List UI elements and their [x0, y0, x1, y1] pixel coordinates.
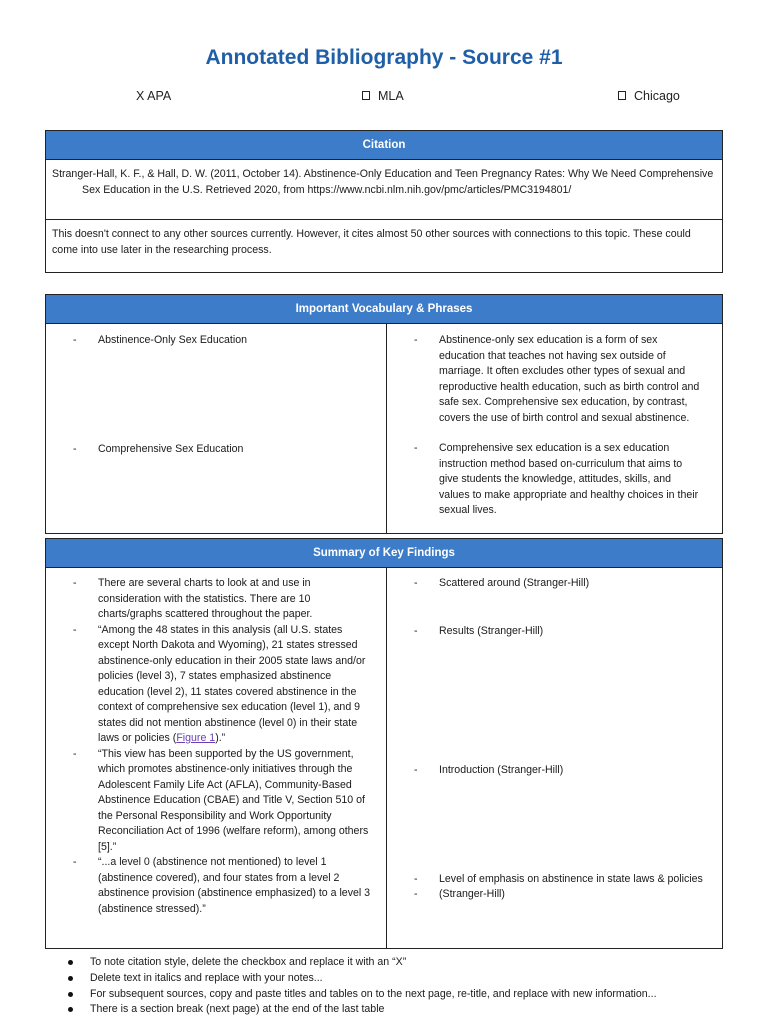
vocab-term: - Abstinence-Only Sex Education [73, 334, 247, 346]
findings-cell[interactable] [46, 568, 387, 949]
location-item: - (Stranger-Hill) [414, 888, 505, 900]
vocabulary-table [45, 294, 723, 534]
bullet-icon [68, 960, 73, 965]
location-item: - Introduction (Stranger-Hill) [414, 764, 564, 776]
citation-line-2: Sex Education in the U.S. Retrieved 2020, from https://www.ncbi.nlm.nih.gov/pmc/articles/PMC3194801/ [82, 183, 572, 196]
finding-item: - “Among the 48 states in this analysis (all U.S. states except North Dakota and Wyoming), 21 states stressed abstinence-only education in their 2005 state laws and/or policies (level 3), 7 states emphasized abstinence education (level 2), 11 states covered abstinence in the context of comprehensive sex education (level 1), and 9 states did not mention abstinence (level 0) in their state laws or policies (Figure 1).” [73, 623, 366, 744]
page-title: Annotated Bibliography - Source #1 [205, 46, 563, 69]
vocab-definitions-cell[interactable] [387, 324, 723, 534]
instruction-item: Delete text in italics and replace with your notes... [68, 971, 657, 987]
location-item: - Level of emphasis on abstinence in state laws & policies [414, 872, 703, 885]
mla-label: MLA [378, 89, 404, 103]
citation-style-chicago[interactable] [618, 89, 680, 103]
citation-style-mla[interactable] [362, 89, 404, 103]
instruction-item: To note citation style, delete the checkbox and replace it with an “X” [68, 955, 657, 971]
instruction-item: For subsequent sources, copy and paste titles and tables on to the next page, re-title, and replace with new information... [68, 987, 657, 1003]
vocab-definition: - Abstinence-only sex education is a form of sex education that teaches not having sex outside of marriage. It often excludes other types of sexual and reproductive health education, such as birth control and safe sex. Comprehensive sex education, by contrast, covers the use of birth control and sexual abstinence. [414, 334, 700, 424]
vocab-terms-cell[interactable] [46, 324, 387, 534]
chicago-label: Chicago [634, 89, 680, 103]
citation-text[interactable] [46, 160, 723, 220]
finding-item: - There are several charts to look at and use in consideration with the statistics. There are 10 charts/graphs scattered throughout the paper. [73, 577, 313, 620]
citation-note[interactable]: This doesn't connect to any other sources currently. However, it cites almost 50 other sources with connections to this topic. These could come into use later in the researching process. [46, 220, 723, 273]
instruction-item: There is a section break (next page) at the end of the last table [68, 1002, 657, 1018]
apa-marker: X [136, 89, 145, 103]
findings-header: Summary of Key Findings [46, 539, 723, 568]
finding-item: - “This view has been supported by the US government, which promotes abstinence-only initiatives through the Adolescent Family Life Act (AFLA), Community-Based Abstinence Education (CBAE) and Title V, Section 510 of the Personal Responsibility and Work Opportunity Reconciliation Act of 1996 (welfare reform), among others [5].” [73, 747, 369, 853]
bullet-icon [68, 992, 73, 997]
vocabulary-header: Important Vocabulary & Phrases [46, 295, 723, 324]
apa-label: APA [147, 89, 172, 103]
citation-style-apa[interactable] [136, 89, 171, 103]
vocab-term: - Comprehensive Sex Education [73, 442, 244, 455]
checkbox-icon[interactable] [362, 91, 370, 100]
citation-header: Citation [46, 131, 723, 160]
location-item: - Scattered around (Stranger-Hill) [414, 577, 590, 589]
bullet-icon [68, 1007, 73, 1012]
figure-link[interactable]: Figure 1 [176, 732, 216, 744]
location-item: - Results (Stranger-Hill) [414, 624, 544, 637]
vocab-definition: - Comprehensive sex education is a sex education instruction method based on-curriculum that aims to give students the knowledge, attitudes, skills, and values to make appropriate and healthy choices in their sexual lives. [414, 442, 699, 516]
citation-line-1: Stranger-Hall, K. F., & Hall, D. W. (2011, October 14). Abstinence-Only Education and Teen Pregnancy Rates: Why We Need Comprehensive [52, 168, 714, 180]
bullet-icon [68, 976, 73, 981]
locations-cell[interactable] [387, 568, 723, 949]
finding-item: - “...a level 0 (abstinence not mentioned) to level 1 (abstinence covered), and four states from a level 2 abstinence provision (abstinence emphasized) to a level 3 (abstinence stressed).” [73, 856, 371, 915]
instructions-list [68, 955, 657, 1018]
findings-table [45, 538, 723, 949]
checkbox-icon[interactable] [618, 91, 626, 100]
citation-table [45, 130, 723, 273]
